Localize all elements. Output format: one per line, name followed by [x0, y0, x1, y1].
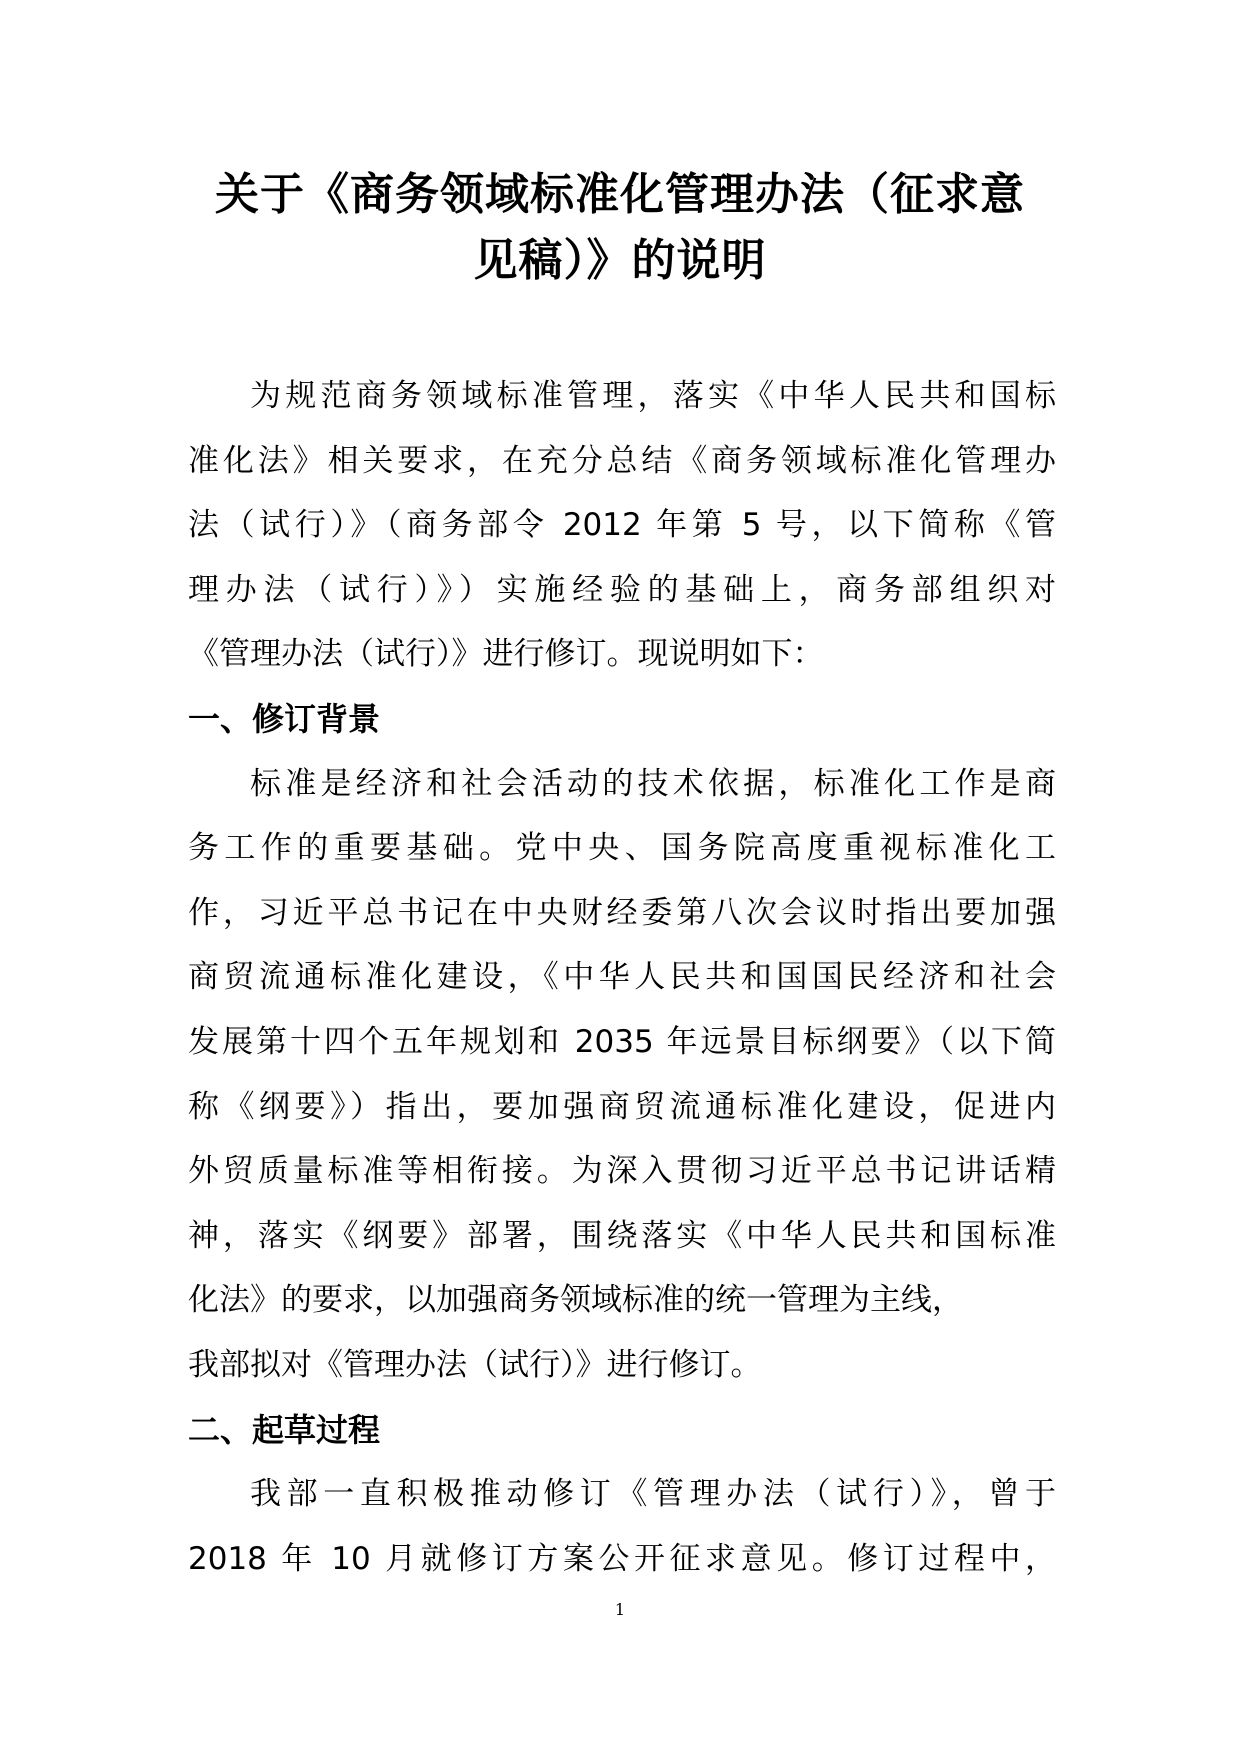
title-line-1: 关于《商务领域标准化管理办法（征求意	[215, 169, 1025, 220]
title-line-2: 见稿）》的说明	[473, 235, 767, 286]
text-line: 神，落实《纲要》部署，围绕落实《中华人民共和国标准	[188, 1217, 1056, 1254]
text-line: 《管理办法（试行）》进行修订。现说明如下：	[188, 636, 824, 673]
document-body	[188, 364, 1056, 1591]
intro-paragraph	[188, 364, 1056, 687]
text-line: 标准是经济和社会活动的技术依据，标准化工作是商	[250, 765, 1056, 802]
section-heading-background: 一、修订背景	[188, 699, 381, 738]
text-line: 我部拟对《管理办法（试行）》进行修订。	[188, 1346, 762, 1383]
text-line: 准化法》相关要求，在充分总结《商务领域标准化管理办	[188, 442, 1056, 479]
text-line: 作，习近平总书记在中央财经委第八次会议时指出要加强	[188, 894, 1056, 931]
text-line: 我部一直积极推动修订《管理办法（试行）》，曾于	[250, 1476, 1056, 1513]
text-line: 务工作的重要基础。党中央、国务院高度重视标准化工	[188, 830, 1056, 867]
text-line: 理办法（试行）》）实施经验的基础上，商务部组织对	[188, 571, 1056, 608]
text-line: 法（试行）》（商务部令 2012 年第 5 号，以下简称《管	[188, 507, 1056, 544]
drafting-paragraph	[188, 1462, 1056, 1591]
background-paragraph	[188, 752, 1056, 1398]
text-line: 商贸流通标准化建设，《中华人民共和国国民经济和社会	[188, 959, 1056, 996]
page-number: 1	[614, 1600, 626, 1619]
section-heading-drafting: 二、起草过程	[188, 1410, 381, 1449]
text-line: 2018 年 10 月就修订方案公开征求意见。修订过程中，	[188, 1540, 1056, 1577]
text-line: 外贸质量标准等相衔接。为深入贯彻习近平总书记讲话精	[188, 1153, 1056, 1190]
text-line: 为规范商务领域标准管理，落实《中华人民共和国标	[250, 378, 1056, 414]
text-line: 称《纲要》）指出，要加强商贸流通标准化建设，促进内	[188, 1088, 1056, 1125]
text-line: 化法》的要求，以加强商务领域标准的统一管理为主线，	[188, 1282, 963, 1319]
document-title	[180, 162, 1060, 294]
text-line: 发展第十四个五年规划和 2035 年远景目标纲要》（以下简	[188, 1023, 1056, 1060]
